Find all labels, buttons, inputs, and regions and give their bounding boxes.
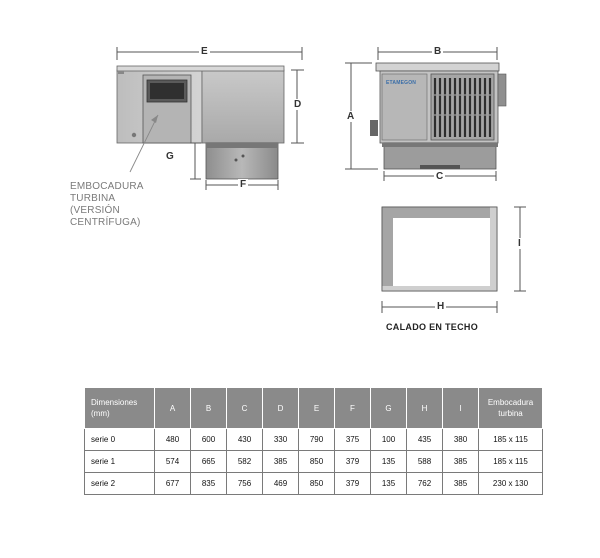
cell: 574: [155, 451, 191, 473]
dim-label-a: A: [347, 111, 355, 122]
dim-label-h: H: [437, 301, 445, 312]
header-c: C: [227, 388, 263, 429]
cell: 850: [299, 451, 335, 473]
cell: 790: [299, 429, 335, 451]
cell: 385: [443, 473, 479, 495]
cell: 480: [155, 429, 191, 451]
cell: 135: [371, 451, 407, 473]
row-label: serie 2: [85, 473, 155, 495]
cell: 100: [371, 429, 407, 451]
turbine-annotation: [70, 181, 144, 229]
cell: 380: [443, 429, 479, 451]
dim-label-f: F: [240, 179, 247, 190]
dim-label-e: E: [201, 46, 208, 57]
header-f: F: [335, 388, 371, 429]
cell: 762: [407, 473, 443, 495]
side-view: [117, 47, 304, 190]
cell: 230 x 130: [479, 473, 543, 495]
table-row: [85, 473, 543, 495]
table-header-row: [85, 388, 543, 429]
cell: 135: [371, 473, 407, 495]
row-label: serie 0: [85, 429, 155, 451]
cell: 600: [191, 429, 227, 451]
annotation-line-4: CENTRÍFUGA): [70, 217, 141, 228]
cell: 185 x 115: [479, 451, 543, 473]
cell: 756: [227, 473, 263, 495]
table-row: [85, 451, 543, 473]
header-dimensions: Dimensiones (mm): [85, 388, 155, 429]
dim-label-i: I: [518, 238, 521, 249]
cell: 385: [263, 451, 299, 473]
cutout-view: [382, 207, 526, 313]
cell: 435: [407, 429, 443, 451]
header-b: B: [191, 388, 227, 429]
cutout-caption: CALADO EN TECHO: [386, 322, 478, 332]
annotation-line-3: (VERSIÓN: [70, 205, 120, 216]
header-h: H: [407, 388, 443, 429]
header-g: G: [371, 388, 407, 429]
cell: 588: [407, 451, 443, 473]
header-e: E: [299, 388, 335, 429]
header-d: D: [263, 388, 299, 429]
dim-label-g: G: [166, 151, 174, 162]
cell: 379: [335, 473, 371, 495]
cell: 665: [191, 451, 227, 473]
cell: 185 x 115: [479, 429, 543, 451]
dim-label-c: C: [436, 171, 444, 182]
dim-label-b: B: [434, 46, 442, 57]
dim-label-d: D: [294, 99, 302, 110]
cell: 375: [335, 429, 371, 451]
cell: 469: [263, 473, 299, 495]
annotation-line-1: EMBOCADURA: [70, 181, 144, 192]
cell: 582: [227, 451, 263, 473]
row-label: serie 1: [85, 451, 155, 473]
cell: 835: [191, 473, 227, 495]
cell: 379: [335, 451, 371, 473]
header-a: A: [155, 388, 191, 429]
cell: 677: [155, 473, 191, 495]
header-i: I: [443, 388, 479, 429]
brand-logo: ETAMEGON: [386, 80, 417, 86]
cell: 385: [443, 451, 479, 473]
front-view: [345, 47, 506, 181]
cell: 430: [227, 429, 263, 451]
header-embocadura: Embocadura turbina: [479, 388, 543, 429]
annotation-line-2: TURBINA: [70, 193, 116, 204]
dimensions-table: [84, 387, 543, 495]
cell: 330: [263, 429, 299, 451]
cell: 850: [299, 473, 335, 495]
table-row: [85, 429, 543, 451]
